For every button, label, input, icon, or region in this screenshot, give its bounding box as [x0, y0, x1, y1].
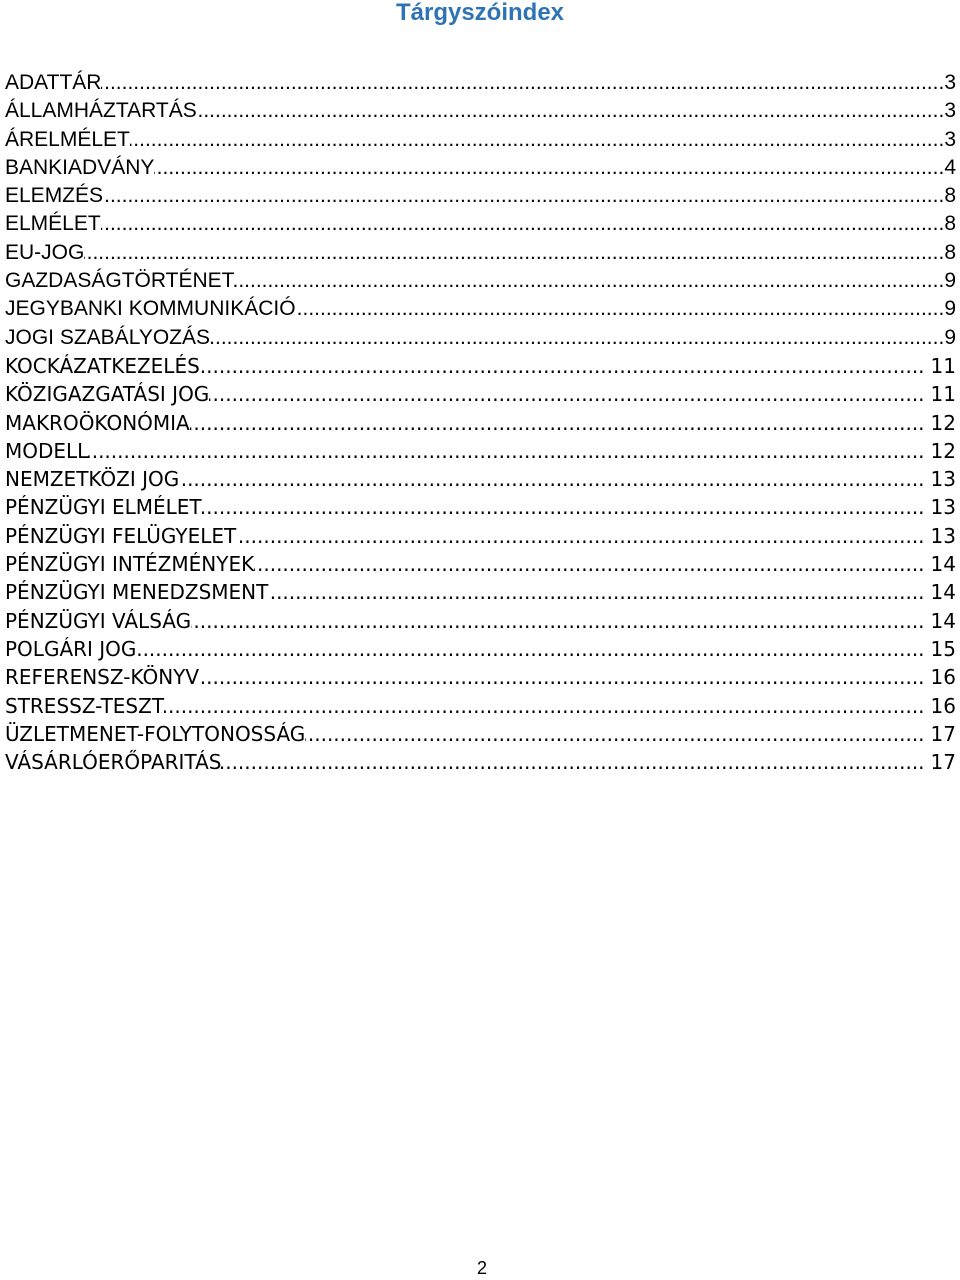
dot-leader: [210, 324, 944, 352]
index-entry: [5, 97, 956, 125]
index-page-number: 13: [930, 467, 956, 492]
index-entry: [5, 352, 956, 380]
index-term: ÜZLETMENET-FOLYTONOSSÁG: [5, 721, 306, 746]
index-page-number: 14: [930, 552, 956, 577]
dot-leader: [268, 578, 924, 606]
dot-leader: [88, 437, 924, 465]
index-page-number: 3: [944, 71, 956, 94]
dot-leader: [179, 465, 924, 493]
index-entry: [5, 267, 956, 295]
index-entry: [5, 210, 956, 238]
index-page-number: 9: [944, 269, 956, 293]
dot-leader: [136, 635, 924, 663]
index-page-number: 17: [930, 721, 956, 746]
index-entry: [5, 295, 956, 323]
index-entry: [5, 607, 956, 635]
index-term: PÉNZÜGYI MENEDZSMENT: [5, 580, 269, 605]
dot-leader: [164, 692, 925, 720]
dot-leader: [130, 126, 944, 154]
index-term: VÁSÁRLÓERŐPARITÁS: [5, 750, 222, 775]
index-page-number: 12: [930, 410, 956, 435]
dot-leader: [200, 352, 925, 380]
page-number: 2: [476, 1258, 487, 1278]
dot-leader: [221, 748, 924, 776]
index-page-number: 3: [944, 127, 956, 151]
dot-leader: [296, 295, 945, 323]
index-term: PÉNZÜGYI INTÉZMÉNYEK: [5, 552, 255, 577]
dot-leader: [202, 493, 925, 521]
index-term: ELEMZÉS: [5, 184, 104, 208]
dot-leader: [84, 239, 944, 267]
index-page-number: 16: [930, 693, 956, 718]
index-term: MODELL: [5, 438, 89, 463]
index-entry: [5, 578, 956, 606]
index-term: PÉNZÜGYI ELMÉLET: [5, 495, 202, 520]
index-entry: [5, 635, 956, 663]
dot-leader: [101, 69, 944, 97]
index-entry: [5, 380, 956, 408]
index-term: STRESSZ-TESZT: [5, 693, 165, 718]
index-page-number: 11: [930, 353, 956, 378]
index-term: ADATTÁR: [5, 71, 102, 94]
index-term: ÁRELMÉLET: [5, 127, 130, 151]
dot-leader: [154, 154, 944, 182]
index-page-number: 8: [944, 184, 956, 208]
index-entry: [5, 748, 956, 776]
index-page-number: 16: [930, 665, 956, 690]
index-term: REFERENSZ-KÖNYV: [5, 665, 200, 690]
dot-leader: [199, 663, 924, 691]
index-page-number: 14: [930, 580, 956, 605]
index-page-number: 17: [930, 750, 956, 775]
subject-index: [5, 69, 956, 776]
index-page-number: 13: [930, 523, 956, 548]
index-entry: [5, 550, 956, 578]
index-term: JEGYBANKI KOMMUNIKÁCIÓ: [5, 297, 296, 321]
dot-leader: [236, 522, 924, 550]
dot-leader: [103, 182, 944, 210]
index-entry: [5, 522, 956, 550]
index-term: KOCKÁZATKEZELÉS: [5, 353, 200, 378]
index-entry: [5, 239, 956, 267]
index-term: POLGÁRI JOG: [5, 636, 137, 661]
page-title: Tárgyszóindex: [395, 0, 565, 26]
dot-leader: [254, 550, 924, 578]
dot-leader: [190, 409, 925, 437]
index-page-number: 14: [930, 608, 956, 633]
index-entry: [5, 154, 956, 182]
dot-leader: [234, 267, 944, 295]
index-term: GAZDASÁGTÖRTÉNET: [5, 269, 235, 293]
index-page-number: 3: [944, 99, 956, 123]
index-term: KÖZIGAZGATÁSI JOG: [5, 382, 210, 407]
index-page-number: 4: [944, 155, 956, 179]
index-entry: [5, 126, 956, 154]
index-page-number: 11: [930, 382, 956, 407]
index-entry: [5, 324, 956, 352]
index-term: PÉNZÜGYI FELÜGYELET: [5, 523, 237, 548]
index-page-number: 8: [944, 240, 956, 264]
index-entry: [5, 493, 956, 521]
index-page-number: 12: [930, 438, 956, 463]
dot-leader: [209, 380, 924, 408]
index-entry: [5, 720, 956, 748]
index-term: JOGI SZABÁLYOZÁS: [5, 325, 210, 349]
dot-leader: [305, 720, 924, 748]
index-term: BANKIADVÁNY: [5, 155, 155, 179]
index-term: ELMÉLET: [5, 212, 101, 236]
index-page-number: 9: [944, 325, 956, 349]
index-entry: [5, 182, 956, 210]
index-entry: [5, 69, 956, 97]
dot-leader: [197, 97, 945, 125]
index-entry: [5, 437, 956, 465]
index-page-number: 9: [944, 297, 956, 321]
index-page-number: 13: [930, 495, 956, 520]
index-page-number: 8: [944, 212, 956, 236]
index-term: NEMZETKÖZI JOG: [5, 467, 180, 492]
index-entry: [5, 409, 956, 437]
index-entry: [5, 692, 956, 720]
index-term: PÉNZÜGYI VÁLSÁG: [5, 608, 192, 633]
index-entry: [5, 663, 956, 691]
dot-leader: [101, 210, 945, 238]
index-entry: [5, 465, 956, 493]
index-term: EU-JOG: [5, 240, 85, 264]
index-term: ÁLLAMHÁZTARTÁS: [5, 99, 197, 123]
dot-leader: [191, 607, 924, 635]
index-page-number: 15: [930, 636, 956, 661]
index-term: MAKROÖKONÓMIA: [5, 410, 190, 435]
